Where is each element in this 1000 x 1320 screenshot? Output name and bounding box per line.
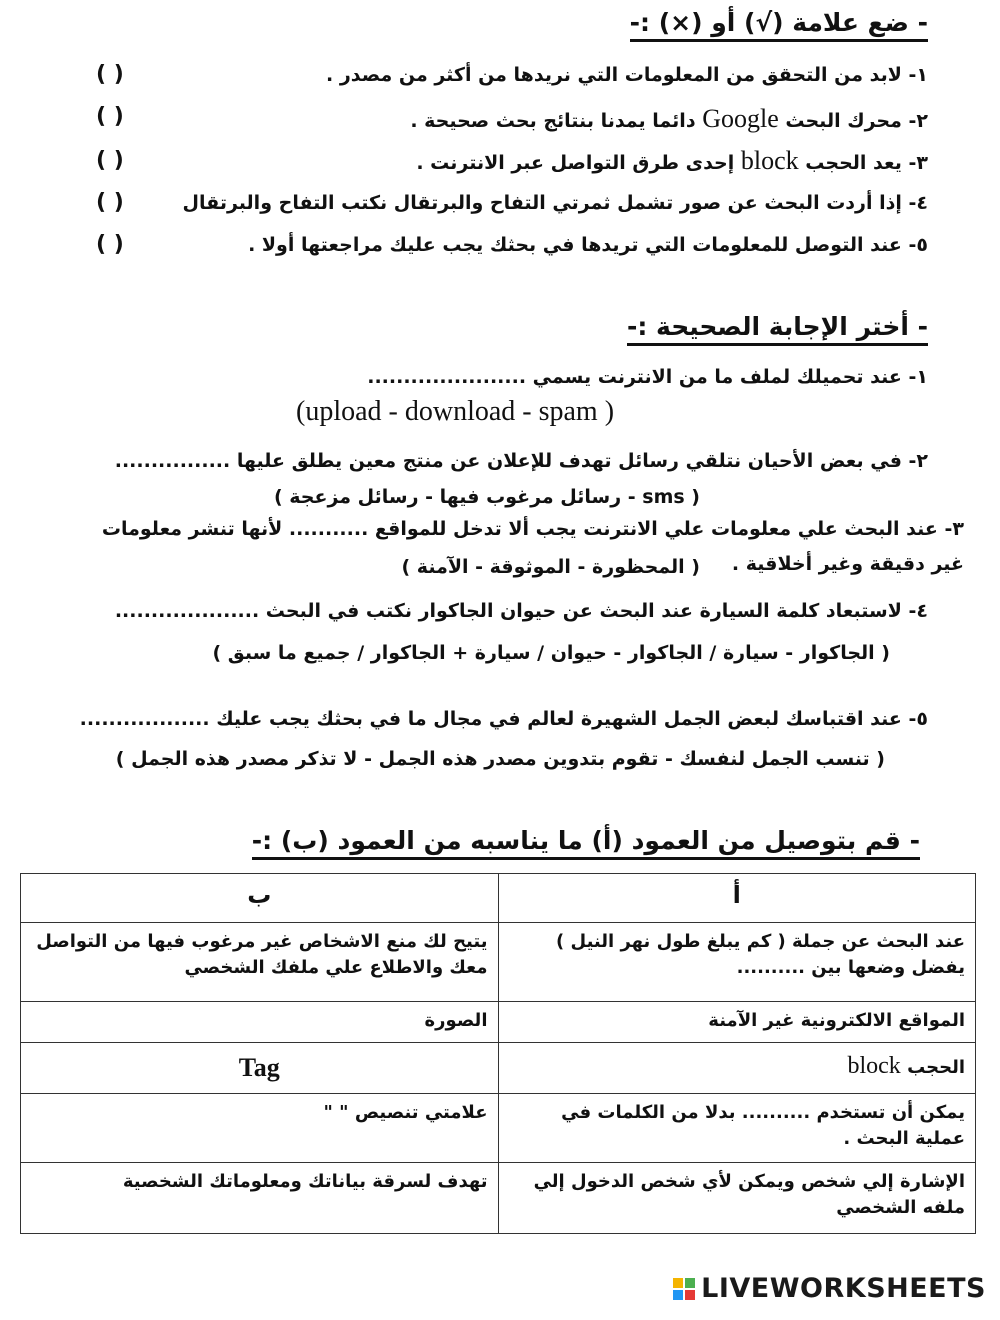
- logo-square-1: [673, 1278, 683, 1288]
- matching-row: [21, 1002, 976, 1043]
- section3-heading: - قم بتوصيل من العمود (أ) ما يناسبه من العمود (ب) :-: [252, 826, 920, 860]
- column-b-header: ب: [21, 874, 499, 923]
- mc-question-4: ٤- لاستبعاد كلمة السيارة عند البحث عن حيوان الجاكوار نكتب في البحث ....................: [114, 600, 928, 622]
- logo-square-3: [673, 1290, 683, 1300]
- column-a-text: الحجب: [907, 1057, 965, 1078]
- mc-options-5[interactable]: ( تنسب الجمل لنفسك - تقوم بتدوين مصدر هذه الجمل - لا تذكر مصدر هذه الجمل ): [115, 748, 885, 770]
- tf-question-4: ٤- إذا أردت البحث عن صور تشمل ثمرتي التفاح والبرتقال نكتب التفاح والبرتقال: [182, 192, 928, 214]
- logo-square-4: [685, 1290, 695, 1300]
- liveworksheets-logo: [673, 1273, 986, 1304]
- column-b-cell[interactable]: يتيح لك منع الاشخاص غير مرغوب فيها من التواصل معك والاطلاع علي ملفك الشخصي: [21, 923, 499, 1002]
- column-a-cell[interactable]: المواقع الالكترونية غير الآمنة: [498, 1002, 976, 1043]
- column-a-header: أ: [498, 874, 976, 923]
- tf-answer-box-1[interactable]: ( ): [96, 62, 124, 87]
- matching-row: [21, 1162, 976, 1233]
- tf-question-2-latin: Google: [702, 104, 779, 133]
- matching-row: [21, 923, 976, 1002]
- column-a-cell[interactable]: [498, 1043, 976, 1094]
- column-b-cell[interactable]: تهدف لسرقة بياناتك ومعلوماتك الشخصية: [21, 1162, 499, 1233]
- tf-answer-box-3[interactable]: ( ): [96, 148, 124, 173]
- mc-question-1: ١- عند تحميلك لملف ما من الانترنت يسمي ......................: [367, 366, 928, 388]
- column-b-cell[interactable]: [21, 1043, 499, 1094]
- column-b-cell[interactable]: الصورة: [21, 1002, 499, 1043]
- tf-question-1: ١- لابد من التحقق من المعلومات التي نريدها من أكثر من مصدر .: [326, 64, 928, 86]
- column-a-cell[interactable]: الإشارة إلي شخص ويمكن لأي شخص الدخول إلي ملفه الشخصي: [498, 1162, 976, 1233]
- matching-header-row: [21, 874, 976, 923]
- logo-square-2: [685, 1278, 695, 1288]
- logo-text: LIVEWORKSHEETS: [701, 1273, 986, 1304]
- matching-row: [21, 1093, 976, 1162]
- column-a-latin: block: [847, 1053, 901, 1079]
- matching-table: [20, 873, 976, 1234]
- column-b-cell[interactable]: علامتي تنصيص " ": [21, 1093, 499, 1162]
- tf-question-2-after: دائما يمدنا بنتائج بحث صحيحة .: [410, 110, 696, 132]
- mc-options-2[interactable]: ( sms - رسائل مرغوب فيها - رسائل مزعجة ): [273, 486, 700, 508]
- tf-answer-box-2[interactable]: ( ): [96, 104, 124, 129]
- tf-question-3: [416, 146, 928, 176]
- column-b-latin: Tag: [238, 1053, 280, 1082]
- tf-question-3-latin: block: [740, 146, 799, 175]
- column-a-cell[interactable]: يمكن أن تستخدم .......... بدلا من الكلمات في عملية البحث .: [498, 1093, 976, 1162]
- mc-options-4[interactable]: ( الجاكوار - سيارة / الجاكوار - حيوان / سيارة + الجاكوار / جميع ما سبق ): [212, 642, 890, 664]
- matching-row: [21, 1043, 976, 1094]
- column-a-cell[interactable]: عند البحث عن جملة ( كم يبلغ طول نهر النيل ) يفضل وضعها بين ..........: [498, 923, 976, 1002]
- section1-heading: - ضع علامة (√) أو (×) :-: [630, 8, 928, 42]
- mc-question-2: ٢- في بعض الأحيان نتلقي رسائل تهدف للإعلان عن منتج معين يطلق عليها ................: [114, 450, 928, 472]
- mc-options-1[interactable]: (upload - download - spam ): [296, 396, 615, 427]
- tf-question-3-before: ٣- يعد الحجب: [805, 152, 928, 174]
- tf-question-2: [410, 104, 928, 134]
- tf-answer-box-4[interactable]: ( ): [96, 190, 124, 215]
- tf-answer-box-5[interactable]: ( ): [96, 232, 124, 257]
- mc-options-3[interactable]: ( المحظورة - الموثوقة - الآمنة ): [401, 556, 700, 578]
- tf-question-5: ٥- عند التوصل للمعلومات التي تريدها في بحثك يجب عليك مراجعتها أولا .: [248, 234, 928, 256]
- mc-question-5: ٥- عند اقتباسك لبعض الجمل الشهيرة لعالم في مجال ما في بحثك يجب عليك ..................: [79, 708, 928, 730]
- tf-question-2-before: ٢- محرك البحث: [785, 110, 928, 132]
- section2-heading: - أختر الإجابة الصحيحة :-: [627, 312, 928, 346]
- liveworksheets-logo-icon: [673, 1278, 695, 1300]
- mc-question-3-line2: غير دقيقة وغير أخلاقية .: [731, 553, 964, 575]
- mc-question-3: ٣- عند البحث علي معلومات علي الانترنت يجب ألا تدخل للمواقع ........... لأنها تنشر معلومات: [101, 518, 964, 540]
- tf-question-3-after: إحدى طرق التواصل عبر الانترنت .: [416, 152, 735, 174]
